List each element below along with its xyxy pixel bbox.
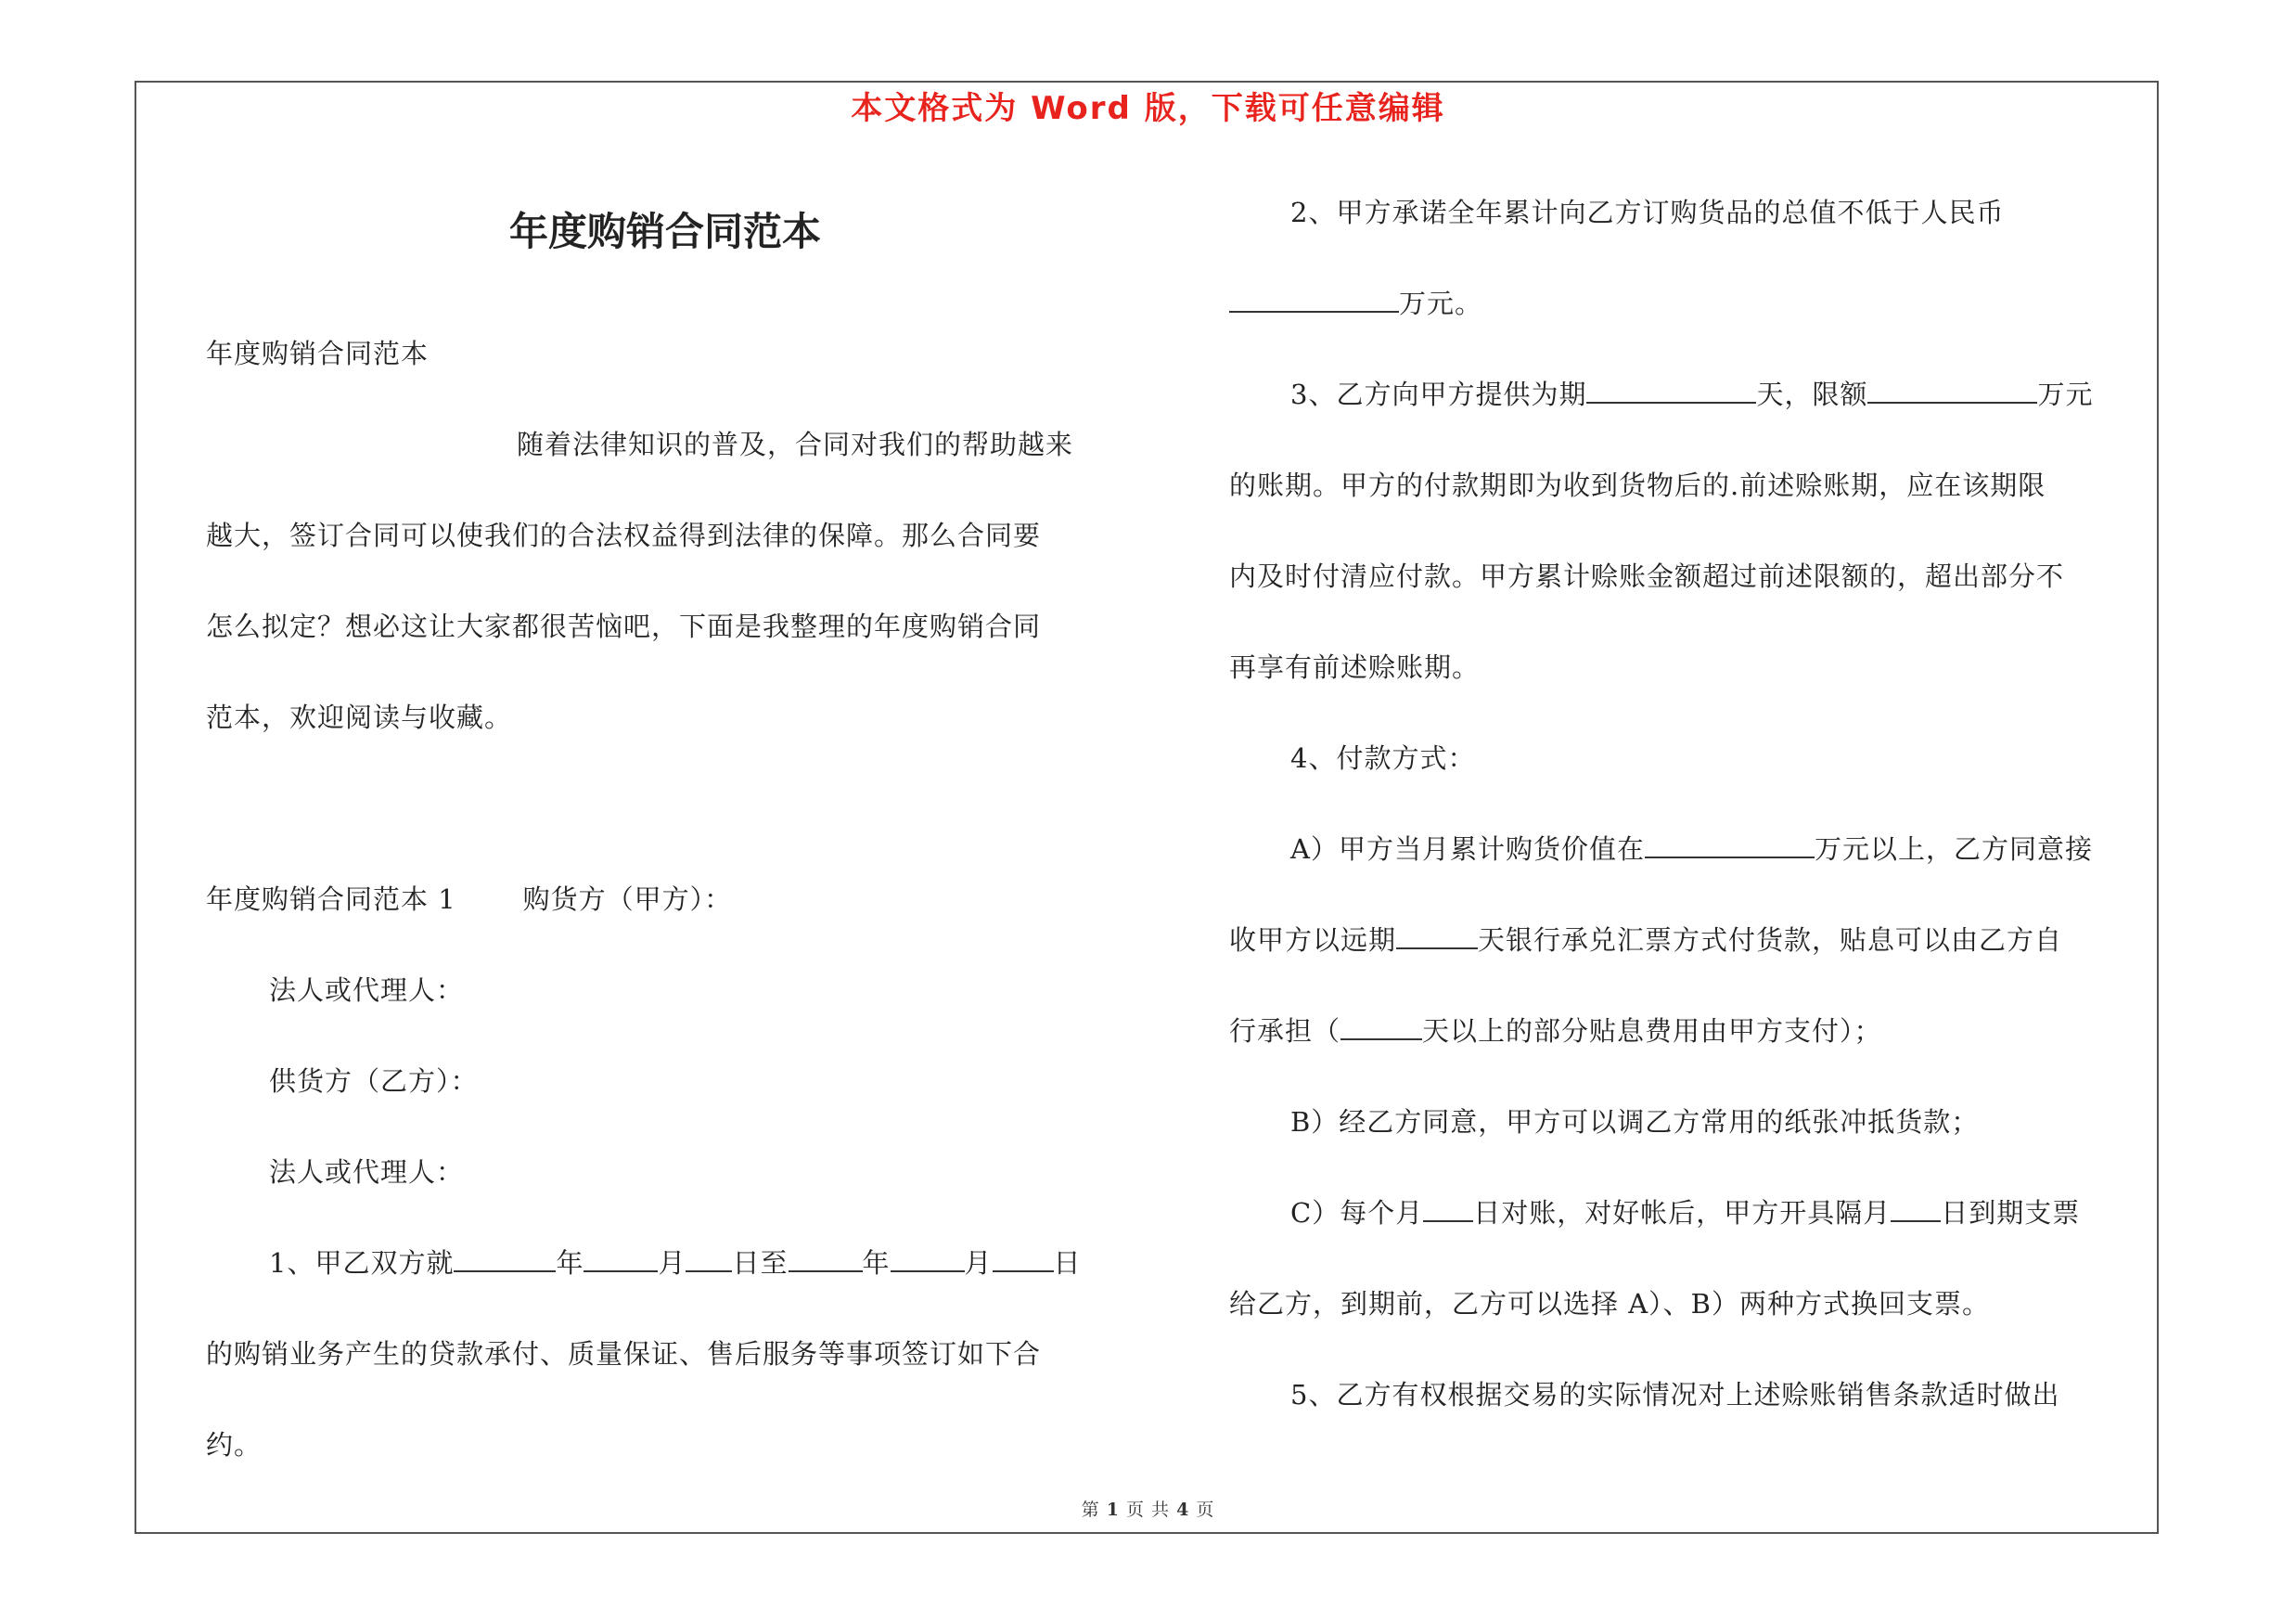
blank-field	[454, 1250, 556, 1272]
blank-field	[1340, 1018, 1422, 1040]
section-heading	[206, 854, 1134, 945]
document-title: 年度购销合同范本	[508, 209, 821, 254]
clause-2-line-1: 2、甲方承诺全年累计向乙方订购货品的总值不低于人民币	[1290, 197, 2005, 228]
blank-field	[1423, 1200, 1473, 1222]
left-column	[206, 308, 1134, 1490]
clause-3-line-3: 内及时付清应付款。甲方累计赊账金额超过前述限额的，超出部分不	[1229, 560, 2065, 592]
clause-3-line-1: 3、乙方向甲方提供为期 天，限额 万元	[1290, 379, 2094, 410]
word-format-banner: 本文格式为 Word 版，下载可任意编辑	[851, 90, 1445, 127]
clause-1-line-2: 的购销业务产生的贷款承付、质量保证、售后服务等事项签订如下合	[206, 1338, 1042, 1370]
buyer-label: 购货方（甲方）：	[522, 883, 733, 915]
blank-field	[1867, 381, 2037, 404]
blank-field	[686, 1250, 732, 1272]
option-a-line-1: A）甲方当月累计购货价值在 万元以上，乙方同意接	[1290, 833, 2093, 865]
clause-1-line-1: 1、甲乙双方就 年 月 日至 年 月 日	[269, 1247, 1082, 1279]
option-a-line-3: 行承担（ 天以上的部分贴息费用由甲方支付）；	[1229, 1015, 1882, 1047]
blank-field	[891, 1250, 965, 1272]
intro-line-1: 随着法律知识的普及，合同对我们的帮助越来	[517, 429, 1074, 460]
option-c-line-1: C）每个月 日对账，对好帐后，甲方开具隔月 日到期支票	[1290, 1197, 2081, 1229]
intro-line-2: 越大，签订合同可以使我们的合法权益得到法律的保障。那么合同要	[206, 520, 1042, 551]
supplier-legal-rep: 法人或代理人：	[269, 1156, 465, 1188]
blank-field	[789, 1250, 863, 1272]
clause-3-line-4: 再享有前述赊账期。	[1229, 651, 1481, 683]
clause-3-line-2: 的账期。甲方的付款期即为收到货物后的.前述赊账期，应在该期限	[1229, 470, 2046, 501]
blank-field	[1229, 290, 1399, 313]
total-pages: 4	[1176, 1500, 1190, 1520]
option-b: B）经乙方同意，甲方可以调乙方常用的纸张冲抵货款；	[1290, 1106, 1980, 1138]
blank-field	[1396, 927, 1478, 949]
clause-2-line-2: 万元。	[1229, 258, 2157, 349]
option-c-line-2: 给乙方，到期前，乙方可以选择 A）、B）两种方式换回支票。	[1229, 1288, 1990, 1320]
clause-5-line-1: 5、乙方有权根据交易的实际情况对上述赊账销售条款适时做出	[1290, 1379, 2060, 1410]
clause-4-heading: 4、付款方式：	[1290, 742, 1476, 774]
option-a-line-2: 收甲方以远期 天银行承兑汇票方式付货款，贴息可以由乙方自	[1229, 924, 2063, 956]
supplier-label: 供货方（乙方）：	[269, 1065, 479, 1097]
intro-line-4: 范本，欢迎阅读与收藏。	[206, 702, 513, 733]
page-footer: 第 1 页 共 4 页	[1081, 1500, 1215, 1520]
buyer-legal-rep: 法人或代理人：	[269, 974, 465, 1006]
current-page: 1	[1106, 1500, 1120, 1520]
blank-field	[1586, 381, 1756, 404]
blank-field	[584, 1250, 658, 1272]
intro-line-3: 怎么拟定？想必这让大家都很苦恼吧，下面是我整理的年度购销合同	[206, 611, 1042, 642]
subtitle: 年度购销合同范本	[206, 338, 430, 369]
section-label: 年度购销合同范本 1	[206, 883, 456, 915]
blank-field	[1891, 1200, 1941, 1222]
clause-1-line-3: 约。	[206, 1429, 263, 1461]
spacer	[206, 763, 1134, 854]
right-column	[1229, 167, 2157, 1440]
blank-field	[993, 1250, 1054, 1272]
blank-field	[1645, 836, 1815, 858]
